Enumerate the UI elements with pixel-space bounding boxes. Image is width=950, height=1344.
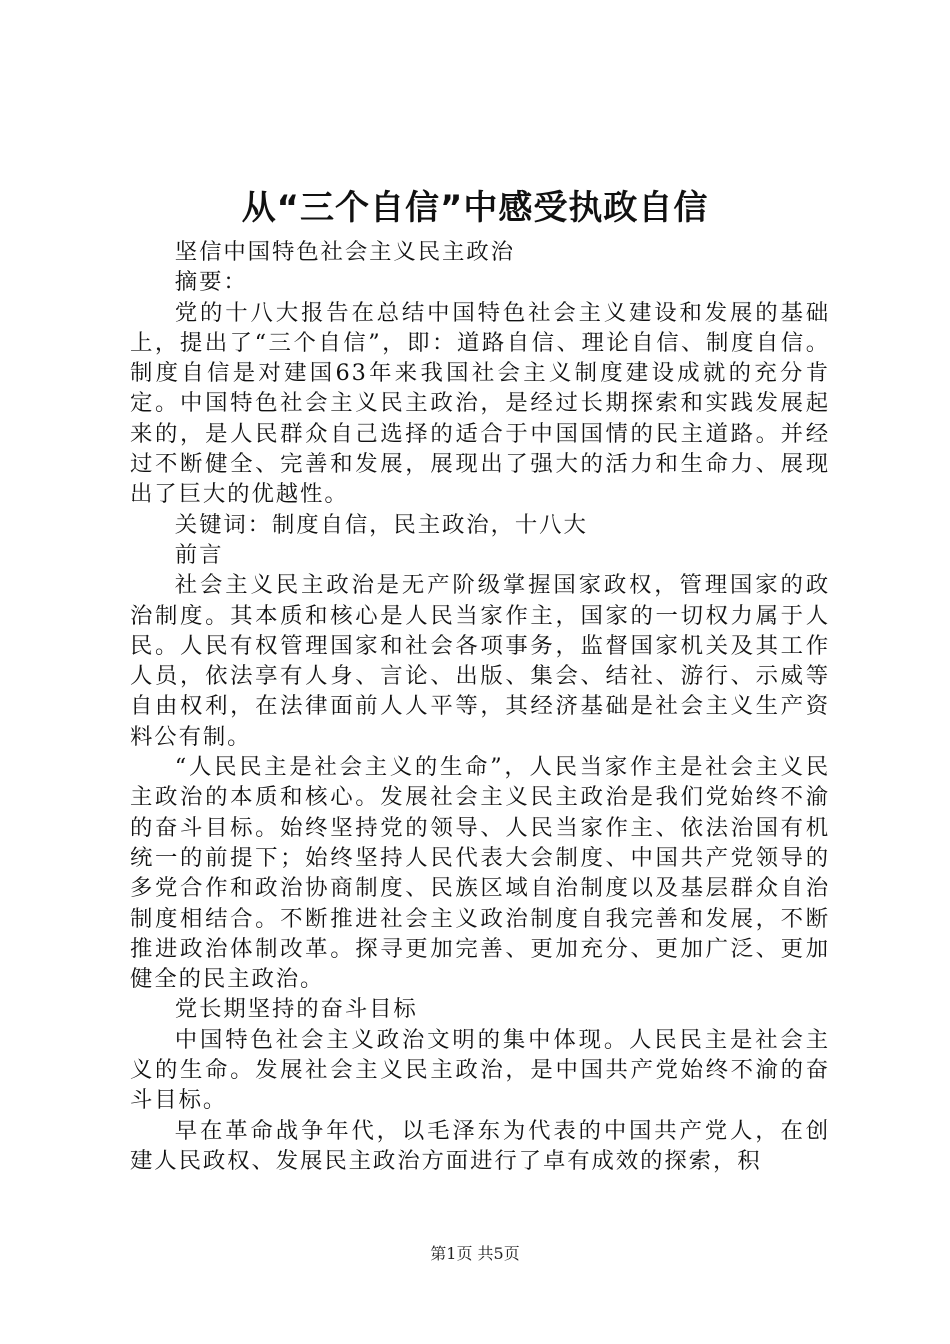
body-paragraph: “人民民主是社会主义的生命”，人民当家作主是社会主义民主政治的本质和核心。发展社会主义民主政治是我们党始终不渝的奋斗目标。始终坚持党的领导、人民当家作主、依法治国有机统一的前提下；始终坚持人民代表大会制度、中国共产党领导的多党合作和政治协商制度、民族区域自治制度以及基层群众自治制度相结合。不断推进社会主义政治制度自我完善和发展，不断推进政治体制改革。探寻更加完善、更加充分、更加广泛、更加健全的民主政治。 (130, 754, 830, 993)
section-heading: 党长期坚持的奋斗目标 (174, 996, 418, 1023)
document-body (130, 237, 830, 1176)
page-footer: 第1页 共5页 (430, 1244, 520, 1263)
preface-heading: 前言 (174, 541, 224, 568)
body-paragraph: 社会主义民主政治是无产阶级掌握国家政权，管理国家的政治制度。其本质和核心是人民当家作主，国家的一切权力属于人民。人民有权管理国家和社会各项事务，监督国家机关及其工作人员，依法享有人身、言论、出版、集会、结社、游行、示威等自由权利，在法律面前人人平等，其经济基础是社会主义生产资料公有制。 (130, 572, 830, 750)
keywords-paragraph: 关键词：制度自信，民主政治，十八大 (174, 511, 588, 538)
abstract-paragraph: 党的十八大报告在总结中国特色社会主义建设和发展的基础上，提出了“三个自信”，即：道路自信、理论自信、制度自信。制度自信是对建国63年来我国社会主义制度建设成就的充分肯定。中国特色社会主义民主政治，是经过长期探索和实践发展起来的，是人民群众自己选择的适合于中国国情的民主道路。并经过不断健全、完善和发展，展现出了强大的活力和生命力、展现出了巨大的优越性。 (130, 299, 830, 508)
document-title: 从“三个自信”中感受执政自信 (241, 188, 709, 228)
abstract-heading: 摘要： (174, 269, 248, 296)
subtitle-paragraph: 坚信中国特色社会主义民主政治 (174, 239, 515, 265)
body-paragraph: 早在革命战争年代，以毛泽东为代表的中国共产党人，在创建人民政权、发展民主政治方面进行了卓有成效的探索，积 (130, 1117, 830, 1174)
body-paragraph: 中国特色社会主义政治文明的集中体现。人民民主是社会主义的生命。发展社会主义民主政治，是中国共产党始终不渝的奋斗目标。 (130, 1026, 830, 1114)
